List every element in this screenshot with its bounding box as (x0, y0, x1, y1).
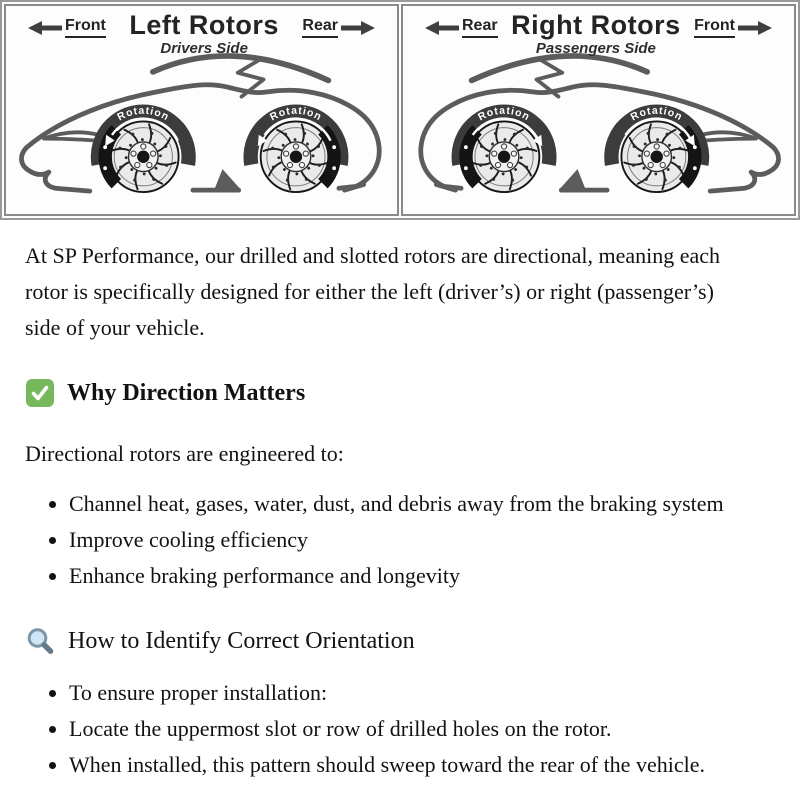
section-title-text: How to Identify Correct Orientation (68, 628, 415, 655)
article-body (0, 220, 800, 783)
benefits-list (25, 486, 772, 594)
magnifier-icon (25, 626, 56, 657)
list-item: • Channel heat, gases, water, dust, and debris away from the braking system (69, 486, 747, 522)
left-rotors-panel (4, 4, 399, 216)
rotation-label: Rotation (115, 105, 171, 124)
rotor-direction-diagram (0, 0, 800, 220)
list-item: • Enhance braking performance and longevity (69, 558, 747, 594)
list-item: • To ensure proper installation: (69, 675, 747, 711)
panel-subtitle: Drivers Side (160, 40, 248, 58)
right-rotors-panel (401, 4, 796, 216)
panel-title: Left Rotors (129, 10, 279, 40)
section-title-identify-orientation (25, 626, 772, 657)
rear-label: Rear (462, 18, 498, 38)
check-mark-icon (25, 378, 55, 408)
list-item: • Locate the uppermost slot or row of drilled holes on the rotor. (69, 711, 747, 747)
rotation-label: Rotation (629, 105, 685, 124)
car-illustration-left (6, 6, 397, 214)
rotation-label: Rotation (268, 105, 324, 124)
section-title-why-direction-matters (25, 378, 772, 408)
front-label: Front (65, 18, 106, 38)
intro-paragraph: At SP Performance, our drilled and slotted rotors are directional, meaning each rotor is specifically designed for either the left (driver’s) or right (passenger’s) side of your vehicle. (25, 243, 721, 340)
orientation-steps-list (25, 675, 772, 783)
list-item: • When installed, this pattern should sweep toward the rear of the vehicle. (69, 747, 747, 783)
lead-paragraph: Directional rotors are engineered to: (25, 441, 344, 466)
panel-title: Right Rotors (511, 10, 681, 40)
rotation-label: Rotation (476, 105, 532, 124)
list-item: • Improve cooling efficiency (69, 522, 747, 558)
panel-subtitle: Passengers Side (535, 40, 656, 58)
section-title-text: Why Direction Matters (67, 379, 306, 406)
rear-label: Rear (302, 18, 338, 38)
front-label: Front (694, 18, 735, 38)
car-illustration-right (403, 6, 794, 214)
